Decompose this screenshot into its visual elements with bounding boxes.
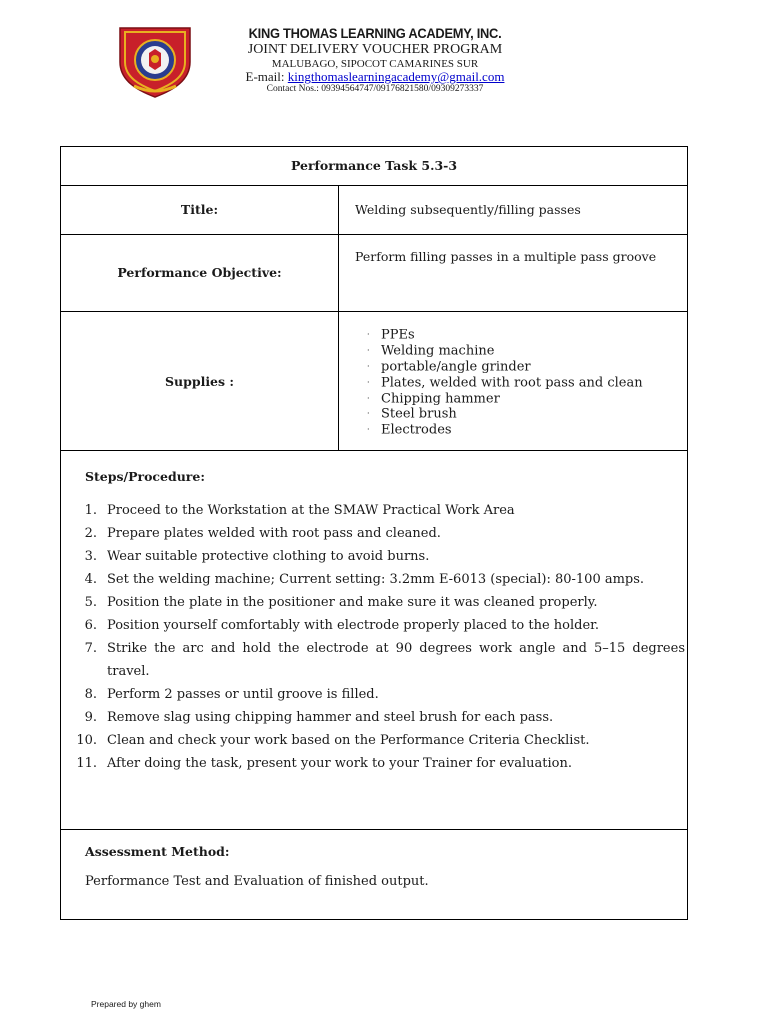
supply-item: · Electrodes — [367, 422, 452, 438]
supply-item: · Chipping hammer — [367, 390, 500, 406]
task-heading: Performance Task 5.3-3 — [290, 158, 458, 173]
assessment-heading: Assessment Method: — [85, 844, 230, 859]
title-label: Title: — [180, 202, 219, 217]
title-row — [61, 186, 687, 235]
assessment-text: Performance Test and Evaluation of finished output. — [85, 874, 429, 889]
assessment-box — [60, 829, 688, 920]
objective-row — [61, 235, 687, 312]
supply-item: · Plates, welded with root pass and clean — [367, 374, 643, 390]
steps-box — [60, 450, 688, 830]
supply-item: · portable/angle grinder — [367, 359, 531, 375]
supplies-label: Supplies : — [164, 374, 235, 389]
task-info-table — [60, 146, 688, 451]
step-item: 3. Wear suitable protective clothing to avoid burns. — [84, 549, 430, 564]
step-item: 4. Set the welding machine; Current setting: 3.2mm E-6013 (special): 80-100 amps. — [84, 572, 645, 587]
step-item: 6. Position yourself comfortably with electrode properly placed to the holder. — [84, 618, 600, 633]
supply-item: · Steel brush — [367, 406, 457, 422]
step-item: 7. Strike the arc and hold the electrode at 90 degrees work angle and 5–15 degrees travel. — [84, 641, 685, 679]
title-value: Welding subsequently/filling passes — [355, 202, 581, 217]
step-item: 8. Perform 2 passes or until groove is filled. — [84, 687, 379, 702]
email-link[interactable]: kingthomaslearningacademy@gmail.com — [287, 69, 505, 84]
steps-heading: Steps/Procedure: — [85, 469, 205, 484]
objective-label: Performance Objective: — [117, 265, 282, 280]
supply-item: · Welding machine — [367, 343, 495, 359]
steps-list — [61, 499, 687, 775]
prepared-by: Prepared by ghem — [91, 999, 161, 1009]
step-item: 2. Prepare plates welded with root pass and cleaned. — [84, 526, 441, 541]
email-line — [220, 69, 530, 85]
step-item: 5. Position the plate in the positioner and make sure it was cleaned properly. — [84, 595, 598, 610]
step-item: 11. After doing the task, present your work to your Trainer for evaluation. — [76, 756, 573, 771]
academy-shield-logo — [114, 22, 196, 98]
supplies-row — [61, 312, 687, 451]
column-divider — [338, 186, 339, 451]
institution-address: MALUBAGO, SIPOCOT CAMARINES SUR — [271, 58, 479, 70]
email-label: E-mail: — [245, 69, 285, 84]
step-item: 9. Remove slag using chipping hammer and steel brush for each pass. — [84, 710, 554, 725]
program-name: JOINT DELIVERY VOUCHER PROGRAM — [247, 42, 503, 57]
step-item: 1. Proceed to the Workstation at the SMAW Practical Work Area — [84, 503, 515, 518]
institution-name: KING THOMAS LEARNING ACADEMY, INC. — [248, 25, 502, 41]
step-item: 10. Clean and check your work based on the Performance Criteria Checklist. — [76, 733, 590, 748]
task-heading-row — [61, 147, 687, 186]
supplies-list — [367, 327, 685, 438]
contact-numbers: Contact Nos.: 09394564747/09176821580/09309273337 — [266, 84, 484, 94]
objective-value: Perform filling passes in a multiple pass groove — [355, 249, 657, 264]
supply-item: · PPEs — [367, 327, 415, 343]
